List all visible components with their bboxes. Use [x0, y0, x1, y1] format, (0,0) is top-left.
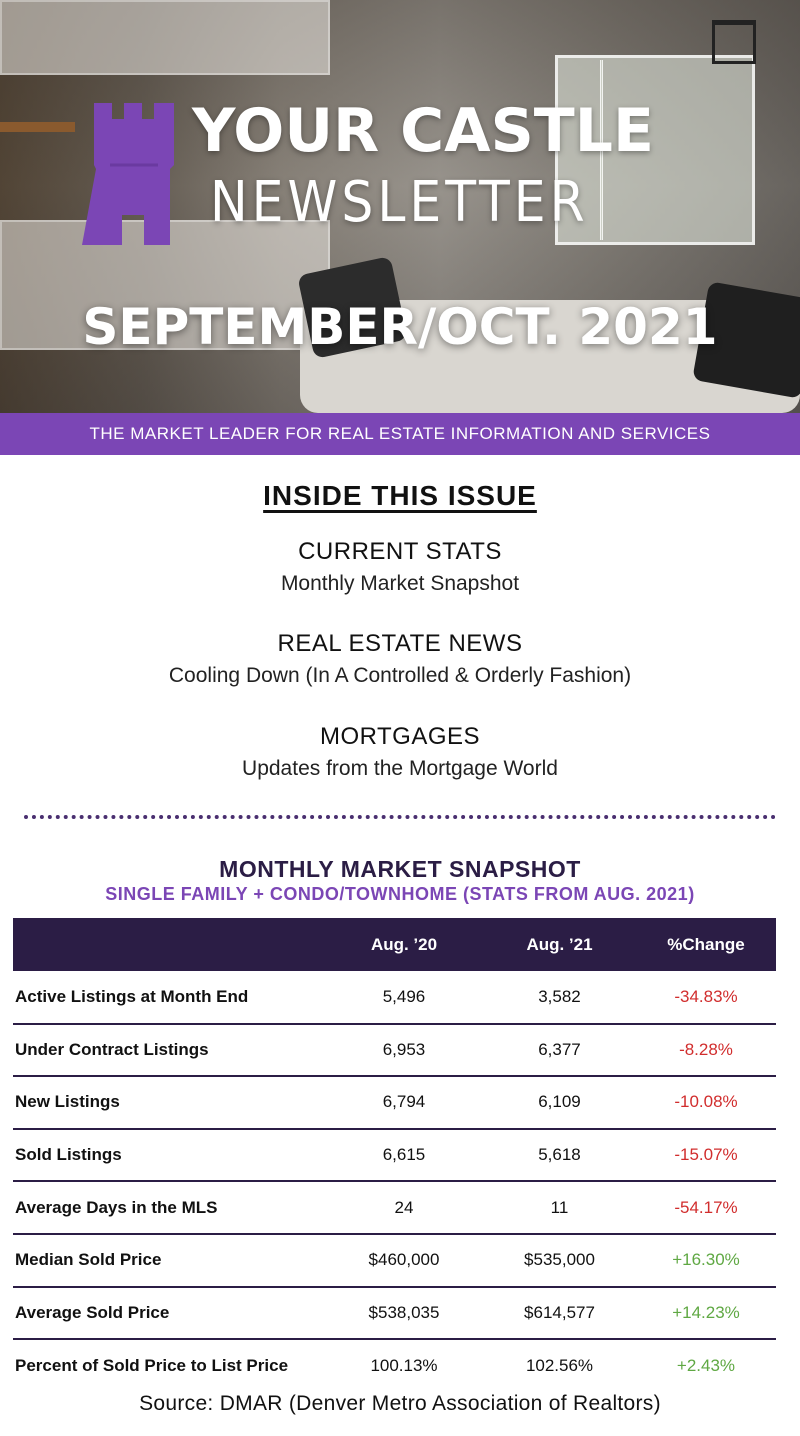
row-change: -34.83% [636, 971, 776, 1024]
row-metric: Active Listings at Month End [13, 971, 325, 1024]
issue-item-subtitle: Updates from the Mortgage World [242, 757, 558, 780]
row-metric: Percent of Sold Price to List Price [15, 1355, 289, 1375]
row-change: -10.08% [636, 1076, 776, 1129]
table-row [13, 1024, 776, 1077]
row-aug21: 11 [483, 1181, 636, 1234]
row-change: -8.28% [636, 1024, 776, 1077]
issue-item-subtitle: Monthly Market Snapshot [280, 572, 520, 595]
issue-item-title: CURRENT STATS [298, 538, 502, 565]
row-aug20: 6,794 [325, 1076, 483, 1129]
table-row [13, 1129, 776, 1182]
row-aug21: $535,000 [483, 1234, 636, 1287]
newsletter-title-line2: NEWSLETTER [210, 170, 589, 235]
row-metric: Median Sold Price [13, 1234, 325, 1287]
row-aug20: 6,615 [325, 1129, 483, 1182]
source-note: Source: DMAR (Denver Metro Association of Realtors) [139, 1392, 661, 1415]
row-metric: Sold Listings [13, 1129, 325, 1182]
issue-item-current-stats [0, 538, 800, 596]
row-aug21: 102.56% [525, 1355, 594, 1375]
inside-this-issue-heading [0, 480, 800, 512]
row-change: +14.23% [636, 1287, 776, 1340]
hero-banner [0, 0, 800, 413]
background-cabinet [0, 0, 330, 75]
row-aug20: 5,496 [325, 971, 483, 1024]
snapshot-title: MONTHLY MARKET SNAPSHOT [219, 856, 581, 882]
tagline-bar: THE MARKET LEADER FOR REAL ESTATE INFORMATION AND SERVICES [0, 413, 800, 455]
issue-item-title: REAL ESTATE NEWS [277, 630, 523, 657]
table-row [13, 1076, 776, 1129]
market-snapshot-table [13, 918, 776, 1392]
table-row [13, 1287, 776, 1340]
background-shelf [0, 122, 75, 132]
issue-item-subtitle: Cooling Down (In A Controlled & Orderly Fashion) [168, 664, 632, 687]
issue-item-mortgages [0, 723, 800, 781]
column-header-aug20: Aug. ’20 [370, 934, 438, 954]
table-row [13, 971, 776, 1024]
row-change: -54.17% [636, 1181, 776, 1234]
row-aug20: 100.13% [370, 1355, 438, 1375]
issue-item-real-estate-news [0, 630, 800, 688]
row-aug21: $614,577 [483, 1287, 636, 1340]
issue-item-title: MORTGAGES [319, 723, 481, 750]
row-metric: New Listings [13, 1076, 325, 1129]
row-aug21: 6,109 [483, 1076, 636, 1129]
row-metric: Average Sold Price [13, 1287, 325, 1340]
table-row [13, 1339, 776, 1392]
table-row [13, 1181, 776, 1234]
row-metric: Under Contract Listings [13, 1024, 325, 1077]
inside-heading-text: INSIDE THIS ISSUE [263, 480, 537, 511]
castle-tower-icon [82, 95, 182, 245]
row-aug21: 6,377 [483, 1024, 636, 1077]
row-change: -15.07% [636, 1129, 776, 1182]
table-row [13, 1234, 776, 1287]
issue-date: SEPTEMBER/OCT. 2021 [82, 298, 718, 356]
row-aug21: 5,618 [483, 1129, 636, 1182]
column-header-aug21: Aug. ’21 [526, 934, 593, 954]
row-change: +16.30% [636, 1234, 776, 1287]
pendant-lamp [712, 20, 756, 64]
section-divider [24, 815, 776, 819]
table-header-row [13, 918, 776, 971]
row-change: +2.43% [676, 1355, 736, 1375]
row-aug20: $460,000 [325, 1234, 483, 1287]
snapshot-subtitle: SINGLE FAMILY + CONDO/TOWNHOME (STATS FROM AUG. 2021) [105, 884, 695, 904]
column-header-change: %Change [667, 934, 745, 954]
row-aug20: 24 [325, 1181, 483, 1234]
row-metric: Average Days in the MLS [13, 1181, 325, 1234]
row-aug21: 3,582 [483, 971, 636, 1024]
column-header-metric [13, 918, 325, 971]
row-aug20: $538,035 [325, 1287, 483, 1340]
newsletter-title-line1: YOUR CASTLE [192, 96, 654, 166]
row-aug20: 6,953 [325, 1024, 483, 1077]
